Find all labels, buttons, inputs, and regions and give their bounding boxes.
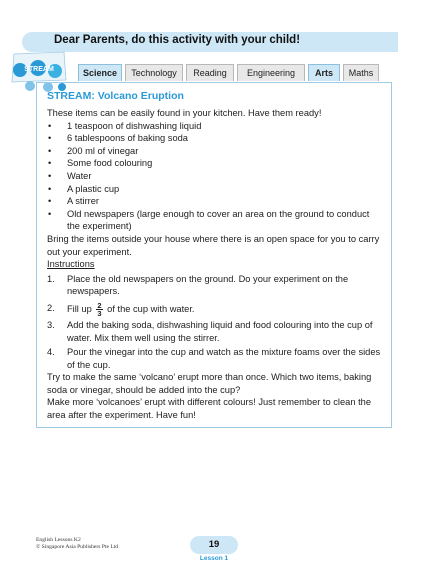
list-item: • Some food colouring	[47, 157, 383, 170]
parent-banner	[22, 32, 398, 52]
step-number: 1.	[47, 273, 55, 284]
bring-text: Bring the items outside your house where there is an open space for you to carry out your experiment.	[47, 233, 380, 257]
step-text: Pour the vinegar into the cup and watch as the mixture foams over the sides of the cup.	[67, 347, 381, 370]
step-text: Add the baking soda, dishwashing liquid and food colouring into the cup of water. Mix them well using the stirrer.	[67, 319, 373, 343]
fraction-numerator: 2	[97, 300, 102, 310]
list-item: • Old newspapers (large enough to cover an area on the ground to conduct the experiment)	[47, 208, 383, 233]
banner-text: Dear Parents, do this activity with your child!	[54, 34, 301, 46]
instructions-list	[47, 273, 383, 372]
lesson-label: Lesson 1	[199, 555, 229, 562]
step-number: 2.	[47, 302, 55, 313]
fraction-denominator: 3	[97, 308, 102, 318]
make-text: Make more ‘volcanoes’ erupt with different colours! Just remember to clean the area after the experiment. Have fun!	[47, 397, 371, 421]
list-item: • A stirrer	[47, 195, 383, 208]
tab-science: Science	[78, 64, 122, 81]
step-3	[47, 319, 383, 344]
copyright: © Singapore Asia Publishers Pte Ltd	[36, 544, 119, 550]
tab-technology: Technology	[125, 64, 183, 81]
list-item: • 1 teaspoon of dishwashing liquid	[47, 120, 383, 133]
step-text-pre: Fill up	[67, 303, 92, 314]
step-2	[47, 302, 383, 317]
activity-title	[47, 90, 184, 102]
step-text-post: of the cup with water.	[107, 303, 195, 314]
list-item: • 200 ml of vinegar	[47, 145, 383, 158]
materials-list	[47, 120, 383, 233]
title-rest: Volcano Eruption	[97, 90, 184, 102]
step-1	[47, 273, 383, 298]
activity-content	[47, 107, 383, 422]
step-number: 3.	[47, 319, 55, 330]
tab-arts: Arts	[308, 64, 340, 81]
step-4	[47, 346, 383, 371]
list-item: • A plastic cup	[47, 183, 383, 196]
fraction	[96, 302, 102, 317]
tab-engineering: Engineering	[237, 64, 305, 81]
activity-card	[36, 82, 392, 428]
step-number: 4.	[47, 347, 55, 358]
logo-text: STREAM	[24, 66, 54, 73]
title-prefix: STREAM:	[47, 90, 95, 102]
instructions-heading: Instructions	[47, 259, 95, 270]
subject-tabs	[78, 64, 379, 82]
page-number: 19	[190, 536, 238, 554]
list-item: • 6 tablespoons of baking soda	[47, 132, 383, 145]
book-title: English Lessons K2	[36, 537, 81, 543]
tab-maths: Maths	[343, 64, 379, 81]
list-item: • Water	[47, 170, 383, 183]
try-text: Try to make the same ‘volcano’ erupt more than once. Which two items, baking soda or vinegar, should be added into the cup?	[47, 372, 372, 395]
intro-text: These items can be easily found in your kitchen. Have them ready!	[47, 108, 322, 118]
footer-credits	[36, 537, 118, 551]
tab-reading: Reading	[186, 64, 234, 81]
step-text: Place the old newspapers on the ground. Do your experiment on the newspapers.	[67, 273, 349, 297]
